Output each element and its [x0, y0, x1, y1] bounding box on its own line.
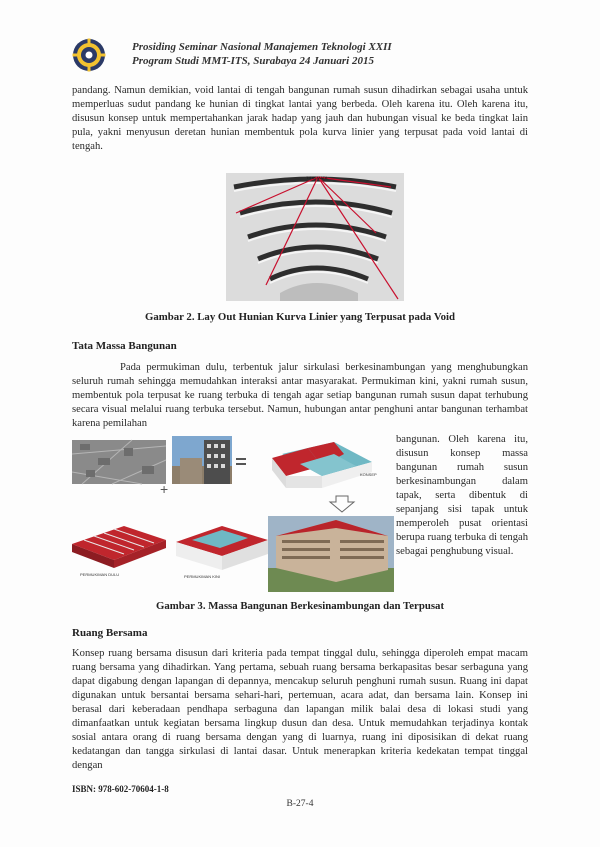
footer-isbn: ISBN: 978-602-70604-1-8	[72, 784, 169, 794]
figure-3-label-kini: PERMUKIMAN KINI	[184, 574, 221, 579]
section-tata-heading: Tata Massa Bangunan	[72, 340, 177, 352]
figure-3-concept-label: KONSEP	[360, 472, 377, 477]
section-tata-side-text: bangunan. Oleh karena itu, disusun konsep massa bangunan rumah susun berkesinambungan dalam tapak, serta dibentuk di sepanjang sisi tapak untuk memperoleh pusat orientasi berupa ruang terbuka di tengah sebagai penghubung visual.	[396, 434, 528, 557]
figure-3-caption: Gambar 3. Massa Bangunan Berkesinambungan dan Terpusat	[155, 600, 445, 612]
intro-paragraph: pandang. Namun demikian, void lantai di tengah bangunan rumah susun dihadirkan sebagai usaha untuk memperluas sudut pandang ke hunian di tingkat lantai yang berbeda. Oleh karena itu. Oleh karena itu, disusun konsep untuk mempertahankan jarak hadap yang jauh dan hubungan visual ke beda tingkat lain pula, yakni menyusun deretan hunian membentuk pola kurva linier yang terpusat pada void lantai di tengah.	[72, 85, 528, 152]
figure-2-label: TITIK MATA	[306, 175, 328, 180]
figure-2-image	[226, 173, 404, 301]
header-line-1: Prosiding Seminar Nasional Manajemen Teknologi XXII	[132, 41, 392, 53]
figure-3-image	[72, 436, 394, 592]
section-tata-paragraph: Pada permukiman dulu, terbentuk jalur sirkulasi berkesinambungan yang menghubungkan seluruh rumah sehingga memudahkan interaksi antar masyarakat. Permukiman kini, yakni rumah susun, membentuk pola terpusat ke ruang terbuka di tengah agar setiap bangunan rumah susun dapat terhubung secara visual melalui ruang terbuka tersebut. Namun, hubungan antar penghuni antar bangunan terhambat karena pemilahan	[72, 362, 528, 429]
header-line-2: Program Studi MMT-ITS, Surabaya 24 Januari 2015	[132, 55, 374, 67]
svg-text:+: +	[160, 481, 169, 497]
figure-2-caption: Gambar 2. Lay Out Hunian Kurva Linier yang Terpusat pada Void	[144, 311, 456, 323]
proceedings-header	[132, 40, 532, 68]
section-ruang-paragraph: Konsep ruang bersama disusun dari kriteria pada tempat tinggal dulu, sehingga diperoleh empat macam ruang bersama yang dihadirkan. Yang pertama, sebuah ruang bersama berkapasitas besar serbaguna yang dapat digabung dengan lapangan di depannya, mencakup seluruh penghuni rumah susun. Ruang ini dapat digunakan untuk bersantai bersama sehari-hari, pertemuan, acara adat, dan bersama lain. Konsep ini berasal dari keberadaan pendhapa serbaguna dan lapangan milik balai desa di lokasi studi yang dimanfaatkan untuk kegiatan bersama lingkup dusun dan desa. Untuk memudahkan terjadinya kontak sosial antara orang di ruang bersama dengan yang di luarnya, ruang ini diposisikan di dekat ruang kedatangan dan tangga sirkulasi di lantai dasar. Untuk menerapkan kriteria kedekatan tempat tinggal dengan	[72, 648, 528, 771]
institution-logo-icon	[72, 38, 106, 72]
figure-3-label-dulu: PERMUKIMAN DULU	[80, 572, 120, 577]
section-ruang-heading: Ruang Bersama	[72, 627, 148, 639]
footer-page-number: B-27-4	[286, 799, 314, 809]
